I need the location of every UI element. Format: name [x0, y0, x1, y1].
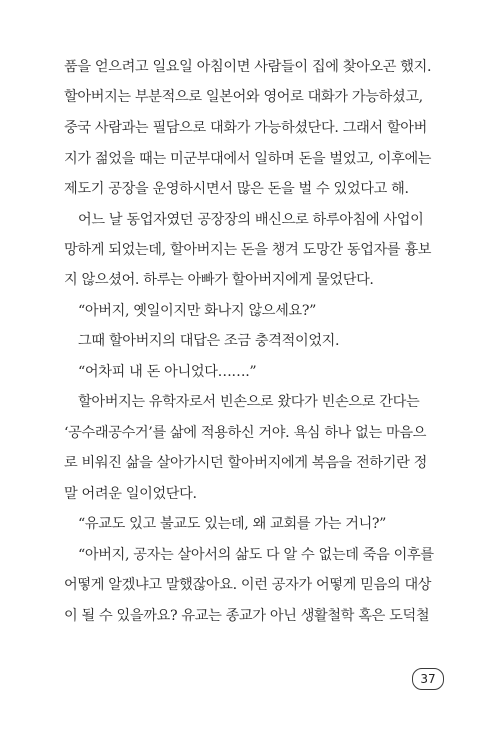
text-line: “유교도 있고 불교도 있는데, 왜 교회를 가는 거니?” [78, 516, 387, 532]
text-line: 이 될 수 있을까요? 유교는 종교가 아닌 생활철학 혹은 도덕철 [64, 608, 430, 624]
text-line: “아버지, 공자는 살아서의 삶도 다 알 수 없는데 죽음 이후를 [78, 547, 434, 563]
text-line: 품을 얻으려고 일요일 아침이면 사람들이 집에 찾아오곤 했지. [64, 59, 432, 75]
text-line: “아버지, 옛일이지만 화나지 않으세요?” [78, 303, 317, 319]
text-line: 할아버지는 부분적으로 일본어와 영어로 대화가 가능하셨고, [64, 89, 423, 105]
text-line: 그때 할아버지의 대답은 조금 충격적이었지. [78, 333, 340, 349]
page-number: 37 [412, 668, 444, 690]
text-line: 중국 사람과는 필담으로 대화가 가능하셨단다. 그래서 할아버 [64, 120, 427, 136]
text-line: 로 비워진 삶을 살아가시던 할아버지에게 복음을 전하기란 정 [64, 455, 427, 471]
text-line: 지 않으셨어. 하루는 아빠가 할아버지에게 물었단다. [64, 272, 374, 288]
text-line: 망하게 되었는데, 할아버지는 돈을 챙겨 도망간 동업자를 흉보 [64, 242, 432, 258]
text-line: 어느 날 동업자였던 공장장의 배신으로 하루아침에 사업이 [78, 212, 424, 228]
text-line: 말 어려운 일이었단다. [64, 486, 197, 502]
text-line: 지가 젊었을 때는 미군부대에서 일하며 돈을 벌었고, 이후에는 [64, 151, 432, 167]
text-line: 어떻게 알겠냐고 말했잖아요. 이런 공자가 어떻게 믿음의 대상 [64, 577, 432, 593]
text-line: ‘공수래공수거’를 삶에 적용하신 거야. 욕심 하나 없는 마음으 [64, 425, 427, 441]
text-line: 제도기 공장을 운영하시면서 많은 돈을 벌 수 있었다고 해. [64, 181, 409, 197]
text-line: 할아버지는 유학자로서 빈손으로 왔다가 빈손으로 간다는 [78, 394, 420, 410]
text-line: “어차피 내 돈 아니었다…….” [78, 364, 257, 380]
